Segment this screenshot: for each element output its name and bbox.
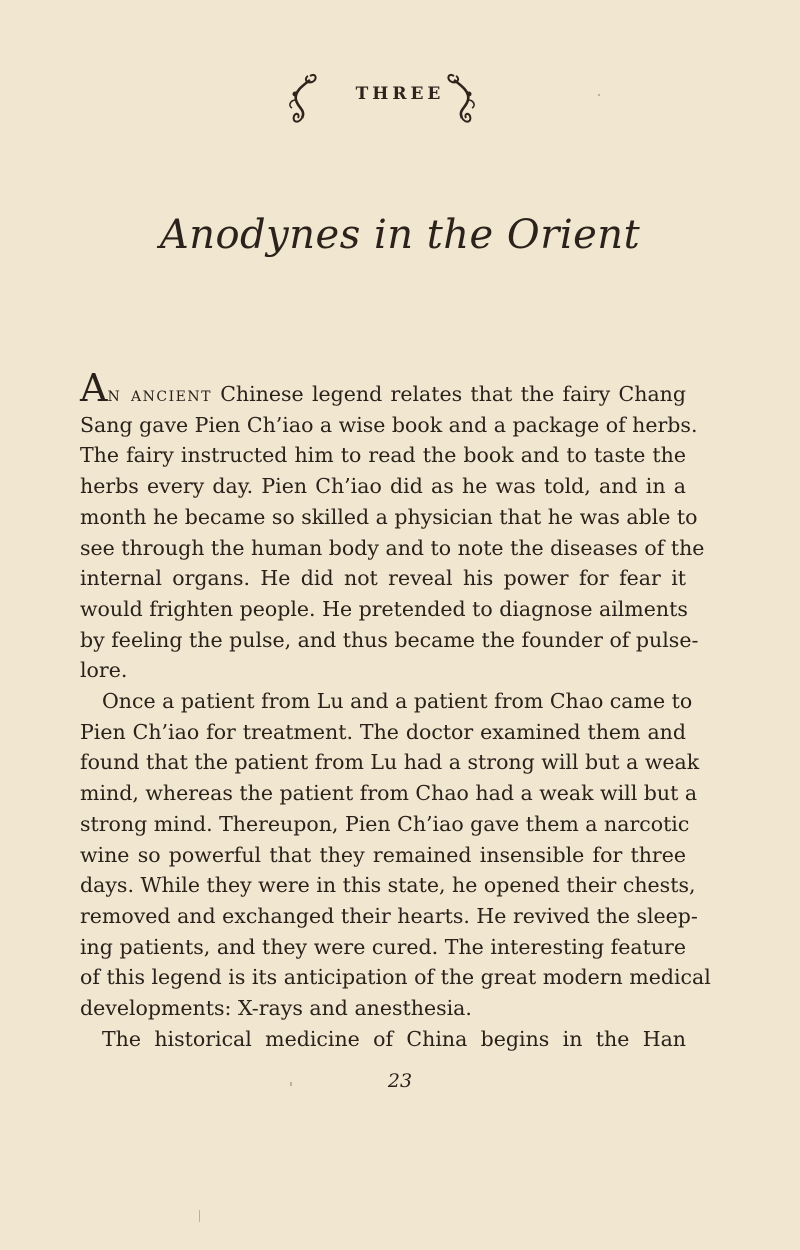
text-line: month he became so skilled a physician that he was able to bbox=[80, 504, 698, 529]
page-number: 23 bbox=[387, 1070, 413, 1092]
text-line: would frighten people. He pretended to diagnose ailments bbox=[80, 596, 688, 621]
paragraph bbox=[80, 1024, 686, 1055]
text-line: An ancient Chinese legend relates that the fairy Chang bbox=[80, 366, 686, 410]
text-line: days. While they were in this state, he opened their chests, bbox=[80, 873, 696, 898]
paper-speck bbox=[598, 94, 600, 96]
text-line: mind, whereas the patient from Chao had a weak will but a bbox=[80, 781, 698, 806]
text-line: wine so powerful that they remained insensible for three bbox=[80, 842, 686, 867]
text-line: developments: X-rays and anesthesia. bbox=[80, 996, 472, 1021]
text-line: The fairy instructed him to read the book and to taste the bbox=[80, 443, 686, 468]
text-line: by feeling the pulse, and thus became the founder of pulse- bbox=[80, 627, 699, 652]
text-line: Sang gave Pien Ch’iao a wise book and a package of herbs. bbox=[80, 412, 698, 437]
paragraph bbox=[80, 686, 711, 1024]
text-line: found that the patient from Lu had a strong will but a weak bbox=[80, 750, 700, 775]
text-line: ing patients, and they were cured. The interesting feature bbox=[80, 934, 686, 959]
small-caps-lead: n ancient bbox=[107, 382, 212, 406]
text-line: internal organs. He did not reveal his power for fear it bbox=[80, 566, 686, 591]
text-line: strong mind. Thereupon, Pien Ch’iao gave them a narcotic bbox=[80, 811, 690, 836]
chapter-heading bbox=[0, 70, 800, 130]
text-line: removed and exchanged their hearts. He revived the sleep- bbox=[80, 903, 698, 928]
text-line: lore. bbox=[80, 658, 128, 683]
chapter-number: THREE bbox=[355, 84, 445, 104]
chapter-title: Anodynes in the Orient bbox=[159, 212, 641, 258]
text-line: of this legend is its anticipation of the great modern medical bbox=[80, 965, 711, 990]
paragraph bbox=[80, 366, 705, 686]
text-line: see through the human body and to note the diseases of the bbox=[80, 535, 705, 560]
paper-speck bbox=[199, 1210, 200, 1222]
text-line: The historical medicine of China begins in the Han bbox=[102, 1026, 686, 1051]
drop-cap: A bbox=[80, 366, 108, 410]
text-line: Pien Ch’iao for treatment. The doctor examined them and bbox=[80, 719, 686, 744]
text-line: Once a patient from Lu and a patient from Chao came to bbox=[102, 689, 693, 714]
scroll-flourish-icon bbox=[444, 70, 478, 130]
text-line: herbs every day. Pien Ch’iao did as he was told, and in a bbox=[80, 474, 686, 499]
paper-speck bbox=[290, 1082, 292, 1086]
body-text bbox=[80, 366, 711, 1054]
